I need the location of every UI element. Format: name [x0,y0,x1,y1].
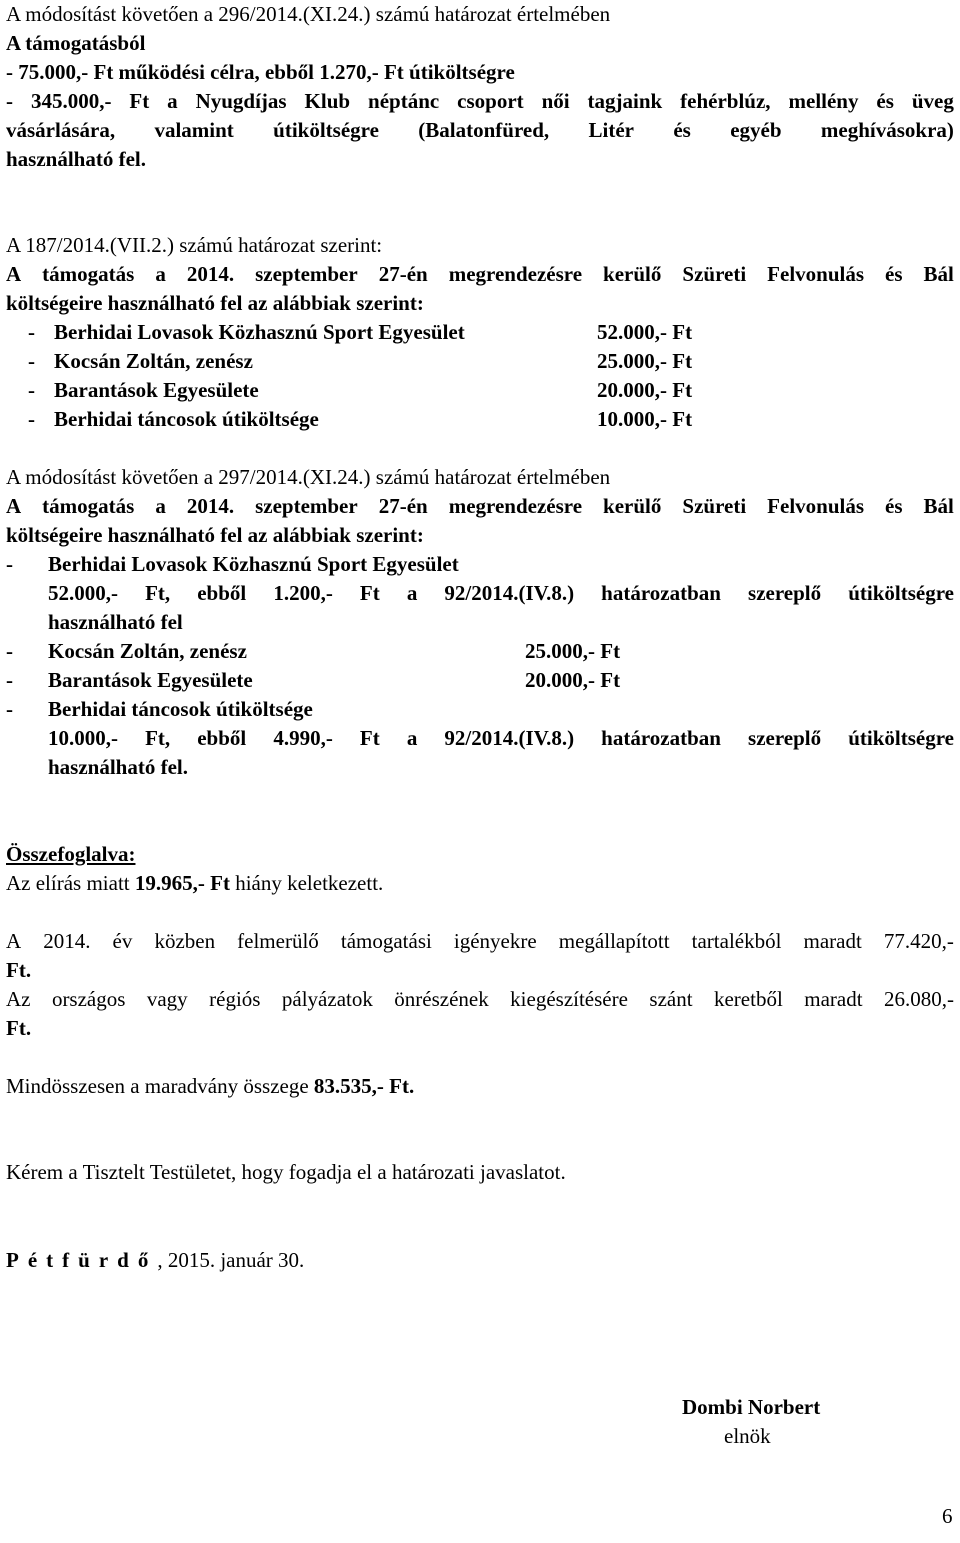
s3-item-3-name: Barantások Egyesülete [48,668,253,692]
total-amount: 83.535,- Ft. [313,1074,415,1098]
tender-line2: Ft. [6,1016,32,1040]
s2-item-3-amount: 20.000,- Ft [597,378,693,402]
s2-item-2: - Kocsán Zoltán, zenész [28,349,253,373]
summary-text [6,869,954,898]
s3-intro-line1: A támogatás a 2014. szeptember 27-én megrendezésre kerülő Szüreti Felvonulás és Bál [6,494,954,518]
s3-intro-line2: költségeire használható fel az alábbiak szerint: [6,523,424,547]
s3-item-1-detail: 52.000,- Ft, ebből 1.200,- Ft a 92/2014.(IV.8.) határozatban szereplő útiköltségre [48,581,954,605]
s3-item-4: - Berhidai táncosok útiköltsége [6,697,313,721]
s3-heading: A módosítást követően a 297/2014.(XI.24.) számú határozat értelmében [6,465,611,489]
summary-text-prefix: Az elírás miatt [6,871,135,895]
s3-item-2-name: Kocsán Zoltán, zenész [48,639,247,663]
place-date [6,1246,954,1275]
s2-item-3: - Barantások Egyesülete [28,378,259,402]
page-number: 6 [942,1504,953,1528]
s2-item-2-amount: 25.000,- Ft [597,349,693,373]
total-prefix: Mindösszesen a maradvány összege [6,1074,314,1098]
closing-request: Kérem a Tisztelt Testületet, hogy fogadja el a határozati javaslatot. [6,1160,566,1184]
s2-heading: A 187/2014.(VII.2.) számú határozat szerint: [6,233,383,257]
place-name: Pétfürdő [6,1248,158,1272]
s2-item-4-amount: 10.000,- Ft [597,407,693,431]
s3-item-4-detail2: használható fel. [48,755,189,779]
s1-line1: A módosítást követően a 296/2014.(XI.24.) számú határozat értelmében [6,2,611,26]
s2-item-4: - Berhidai táncosok útiköltsége [28,407,319,431]
s3-item-2-amount: 25.000,- Ft [525,639,621,663]
s3-item-3: - Barantások Egyesülete [6,668,253,692]
date-text: , 2015. január 30. [157,1248,305,1272]
signature-title: elnök [724,1424,771,1448]
summary-text-suffix: hiány keletkezett. [229,871,384,895]
s3-item-4-name: Berhidai táncosok útiköltsége [48,697,313,721]
s2-intro-line1: A támogatás a 2014. szeptember 27-én megrendezésre kerülő Szüreti Felvonulás és Bál [6,262,954,286]
tender-line1: Az országos vagy régiós pályázatok önrészének kiegészítésére szánt keretből maradt 26.080,- [6,987,954,1011]
s1-line2: A támogatásból [6,31,146,55]
reserve-line2: Ft. [6,958,32,982]
s2-item-4-name: Berhidai táncosok útiköltsége [54,407,319,431]
s2-intro-line2: költségeire használható fel az alábbiak szerint: [6,291,424,315]
reserve-line1: A 2014. év közben felmerülő támogatási igényekre megállapított tartalékból maradt 77.420,- [6,929,954,953]
s3-item-3-amount: 20.000,- Ft [525,668,621,692]
s2-item-3-name: Barantások Egyesülete [54,378,259,402]
s1-line5: vásárlására, valamint útiköltségre (Balatonfüred, Litér és egyéb meghívásokra) [6,118,954,142]
s3-item-1-name: Berhidai Lovasok Közhasznú Sport Egyesület [48,552,459,576]
signature-name: Dombi Norbert [682,1395,821,1419]
s1-line6: használható fel. [6,147,147,171]
total-line [6,1072,954,1101]
s3-item-4-detail: 10.000,- Ft, ebből 4.990,- Ft a 92/2014.(IV.8.) határozatban szereplő útiköltségre [48,726,954,750]
summary-text-amount: 19.965,- Ft [134,871,230,895]
s2-item-2-name: Kocsán Zoltán, zenész [54,349,253,373]
s2-item-1-amount: 52.000,- Ft [597,320,693,344]
s3-item-1: - Berhidai Lovasok Közhasznú Sport Egyesület [6,552,459,576]
s2-item-1-name: Berhidai Lovasok Közhasznú Sport Egyesület [54,320,465,344]
s1-line3: - 75.000,- Ft működési célra, ebből 1.270,- Ft útiköltségre [6,60,515,84]
summary-heading: Összefoglalva: [6,842,136,866]
s2-item-1: - Berhidai Lovasok Közhasznú Sport Egyesület [28,320,465,344]
s3-item-1-detail2: használható fel [48,610,183,634]
s1-line4: - 345.000,- Ft a Nyugdíjas Klub néptánc csoport női tagjaink fehérblúz, mellény és üveg [6,89,954,113]
s3-item-2: - Kocsán Zoltán, zenész [6,639,247,663]
